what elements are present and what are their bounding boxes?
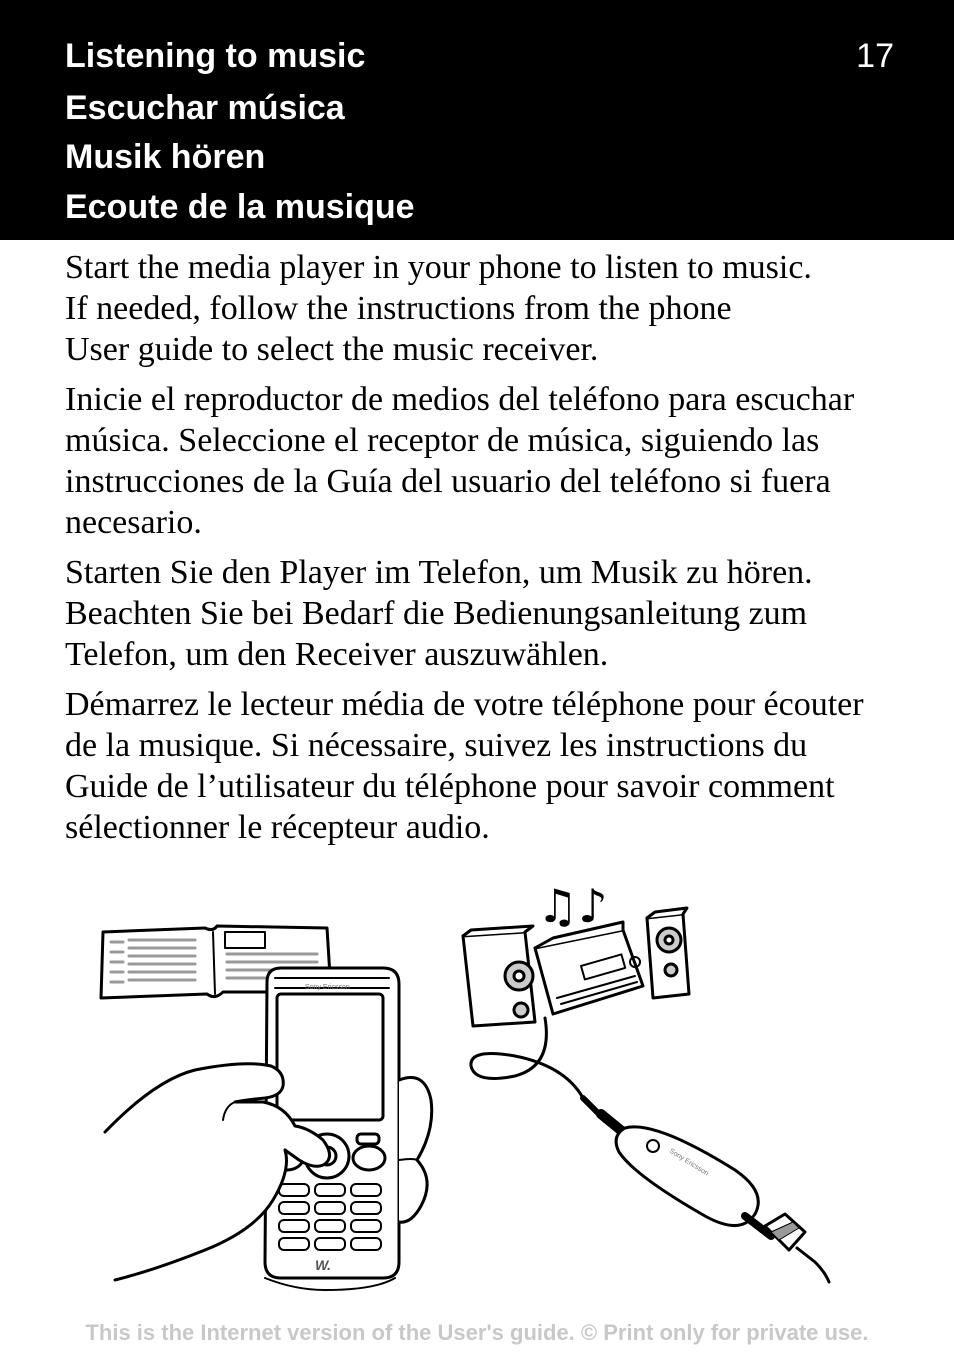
paragraph-french	[65, 684, 925, 848]
text-line: Starten Sie den Player im Telefon, um Musik zu hören.	[65, 554, 813, 591]
text-line: música. Seleccione el receptor de música, siguiendo las	[65, 422, 820, 459]
title-french: Ecoute de la musique	[65, 188, 415, 226]
walkman-logo: W.	[315, 1257, 332, 1273]
text-line: Beachten Sie bei Bedarf die Bedienungsanleitung zum	[65, 595, 808, 632]
text-line: Inicie el reproductor de medios del teléfono para escuchar	[65, 381, 855, 418]
text-line: Démarrez le lecteur média de votre téléphone pour écouter	[65, 686, 864, 723]
title-english: Listening to music	[65, 37, 366, 75]
footer-notice: This is the Internet version of the User's guide. © Print only for private use.	[85, 1320, 869, 1345]
phone-brand-label: Sony Ericsson	[305, 984, 350, 991]
text-line: Start the media player in your phone to listen to music.	[65, 249, 812, 286]
paragraph-english	[65, 247, 925, 370]
text-line: necesario.	[65, 504, 202, 541]
music-notes-icon: ♫♪	[537, 879, 608, 933]
page-number: 17	[856, 37, 894, 75]
text-line: Guide de l’utilisateur du téléphone pour savoir comment	[65, 768, 835, 805]
audio-cable	[471, 1018, 583, 1098]
paragraph-spanish	[65, 379, 925, 543]
text-line: sélectionner le récepteur audio.	[65, 809, 490, 846]
header-bar	[0, 0, 954, 240]
music-receiver-icon	[583, 1098, 829, 1282]
receiver-brand-label: Sony Ericsson	[667, 1147, 710, 1178]
text-line: User guide to select the music receiver.	[65, 331, 599, 368]
title-german: Musik hören	[65, 138, 266, 176]
title-spanish: Escuchar música	[65, 89, 345, 127]
text-line: de la musique. Si nécessaire, suivez les instructions du	[65, 727, 808, 764]
body-text	[65, 247, 925, 857]
text-line: Telefon, um den Receiver auszuwählen.	[65, 636, 609, 673]
text-line: instrucciones de la Guía del usuario del teléfono si fuera	[65, 463, 831, 500]
setup-illustration	[95, 870, 845, 1300]
text-line: If needed, follow the instructions from the phone	[65, 290, 732, 327]
paragraph-german	[65, 552, 925, 675]
